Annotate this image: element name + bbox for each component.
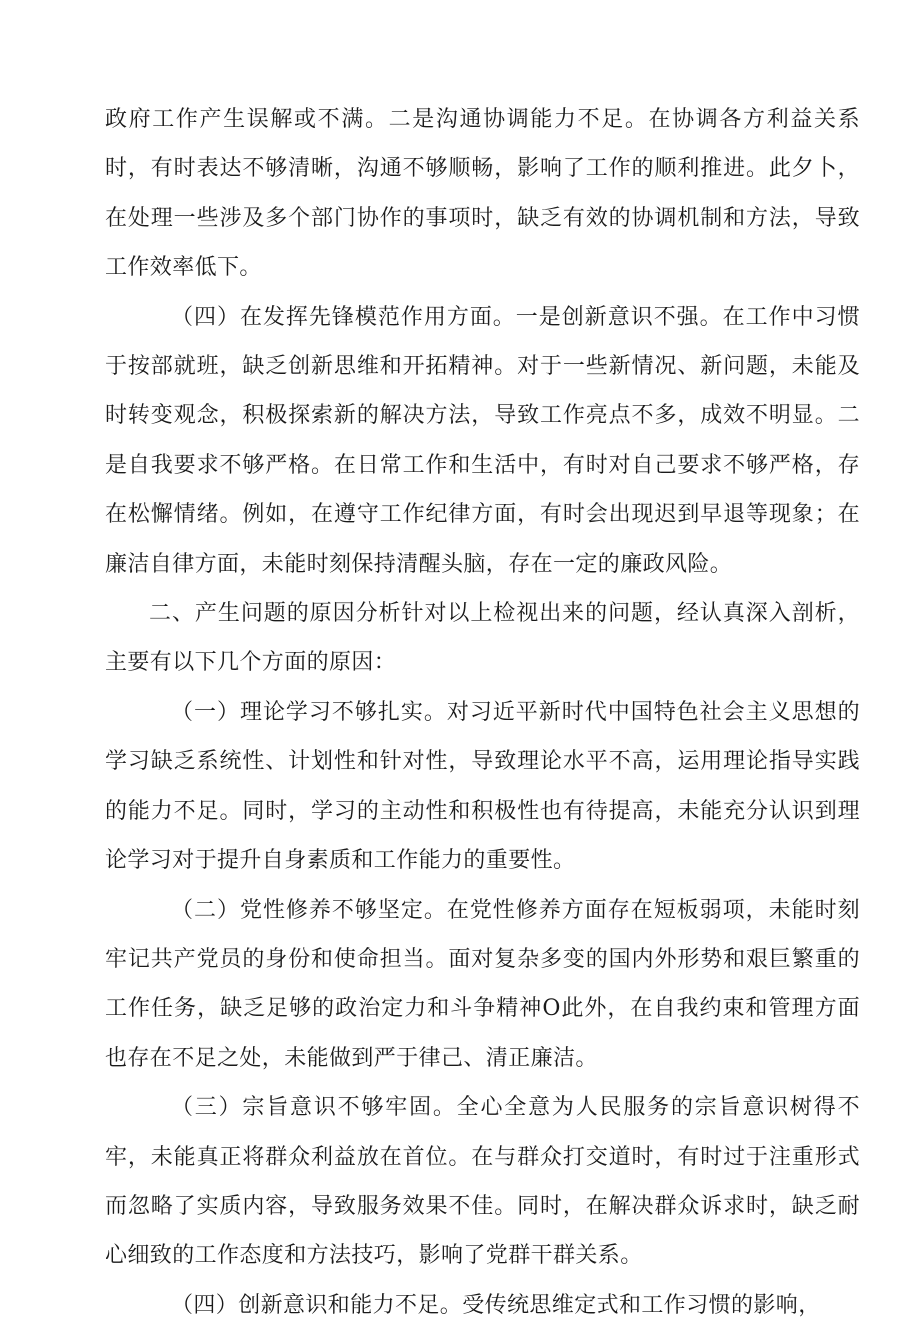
paragraph-cause-analysis-heading: 二、产生问题的原因分析针对以上检视出来的问题，经认真深入剖析，主要有以下几个方面的原因：	[105, 601, 860, 676]
paragraph-leadership-role: （四）在发挥先锋模范作用方面。一是创新意识不强。在工作中习惯于按部就班，缺乏创新思维和开拓精神。对于一些新情况、新问题，未能及时转变观念，积极探索新的解决方法，导致工作亮点不多，成效不明显。二是自我要求不够严格。在日常工作和生活中，有时对自己要求不够严格，存在松懈情绪。例如，在遵守工作纪律方面，有时会出现迟到早退等现象；在廉洁自律方面，未能时刻保持清醒头脑，存在一定的廉政风险。	[105, 304, 860, 577]
paragraph-purpose-awareness: （三）宗旨意识不够牢固。全心全意为人民服务的宗旨意识树得不牢，未能真正将群众利益放在首位。在与群众打交道时，有时过于注重形式而忽略了实质内容，导致服务效果不佳。同时，在解决群众诉求时，缺乏耐心细致的工作态度和方法技巧，影响了党群干群关系。	[105, 1095, 860, 1269]
paragraph-continuation: 政府工作产生误解或不满。二是沟通协调能力不足。在协调各方利益关系时，有时表达不够清晰，沟通不够顺畅，影响了工作的顺利推进。此夕卜，在处理一些涉及多个部门协作的事项时，缺乏有效的协调机制和方法，导致工作效率低下。	[105, 107, 860, 281]
paragraph-innovation: （四）创新意识和能力不足。受传统思维定式和工作习惯的影响，	[171, 1292, 821, 1318]
paragraph-party-spirit: （二）党性修养不够坚定。在党性修养方面存在短板弱项，未能时刻牢记共产党员的身份和使命担当。面对复杂多变的国内外形势和艰巨繁重的工作任务，缺乏足够的政治定力和斗争精神O此外，在自我约束和管理方面也存在不足之处，未能做到严于律己、清正廉洁。	[105, 897, 860, 1071]
paragraph-theory-study: （一）理论学习不够扎实。对习近平新时代中国特色社会主义思想的学习缺乏系统性、计划性和针对性，导致理论水平不高，运用理论指导实践的能力不足。同时，学习的主动性和积极性也有待提高，未能充分认识到理论学习对于提升自身素质和工作能力的重要性。	[105, 699, 860, 874]
document-body	[105, 95, 860, 1330]
